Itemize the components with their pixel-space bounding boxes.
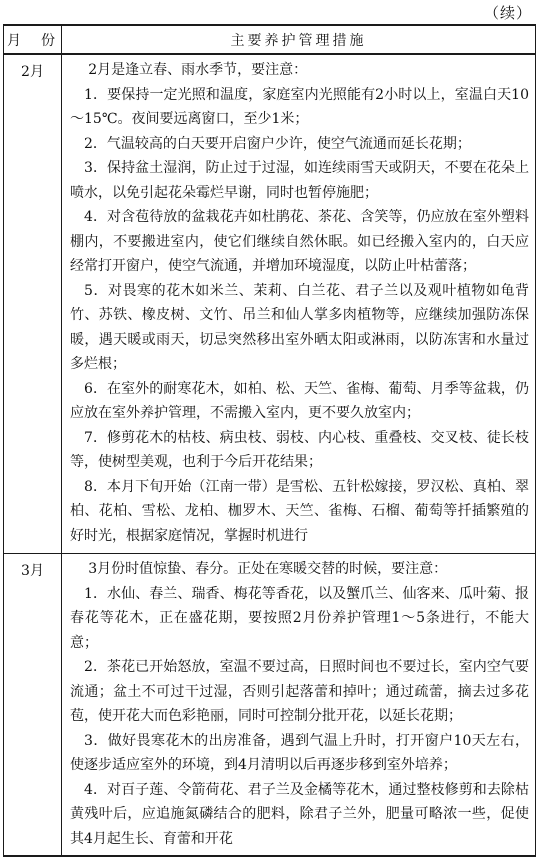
measure-item: 8．本月下旬开始（江南一带）是雪松、五针松嫁接，罗汉松、真柏、翠柏、花柏、雪松、龙柏、枷罗木、天竺、雀梅、石榴、葡萄等扦插繁殖的好时光，根据家庭情况，掌握时机进行 (70, 478, 529, 544)
measure-item: 2．茶花已开始怒放，室温不要过高，日照时间也不要过长，室内空气要流通；盆土不可过干过湿，否则引起落蕾和掉叶；通过疏蕾，摘去过多花苞，使开花大而色彩艳丽，同时可控制分批开花，以延长花期； (70, 659, 529, 724)
table-row-march (4, 554, 536, 857)
table-row-february (4, 54, 536, 554)
measures-cell (62, 554, 536, 857)
measure-item: 4．对百子莲、令箭荷花、君子兰及金橘等花木，通过整枝修剪和去除枯黄残叶后，应追施氮磷结合的肥料，除君子兰外，肥量可略浓一些，促使其4月起生长、育蕾和开花 (70, 781, 529, 847)
month-intro: 2月是逢立春、雨水季节，要注意： (88, 62, 308, 78)
measure-item: 3．保持盆土湿润，防止过于过湿，如连续雨雪天或阴天，不要在花朵上喷水，以免引起花朵霉烂早谢，同时也暂停施肥； (70, 160, 529, 201)
measure-item: 6．在室外的耐寒花木，如柏、松、天竺、雀梅、葡萄、月季等盆栽，仍应放在室外养护管理，不需搬入室内，更不要久放室内； (70, 380, 529, 421)
month-intro: 3月份时值惊蛰、春分。正处在寒暖交替的时候，要注意： (88, 561, 448, 577)
continued-mark: （续） (483, 4, 532, 22)
measure-item: 1．要保持一定光照和温度，家庭室内光照能有2小时以上，室温白天10～15℃。夜间要远离窗口，至少1米； (70, 86, 529, 127)
month-label: 3月 (4, 554, 62, 857)
month-column-header: 月 份 (4, 25, 62, 54)
measure-item: 1．水仙、春兰、瑞香、梅花等香花，以及蟹爪兰、仙客来、瓜叶菊、报春花等花木，正在盛花期，要按照2月份养护管理1～5条进行，不能大意； (70, 585, 529, 651)
measure-item: 2．气温较高的白天要开启窗户少许，使空气流通而延长花期； (84, 135, 471, 152)
measures-cell (62, 54, 536, 554)
table-header-row (4, 25, 536, 54)
measures-column-header: 主要养护管理措施 (62, 25, 536, 54)
measure-item: 5．对畏寒的花木如米兰、茉莉、白兰花、君子兰以及观叶植物如龟背竹、苏铁、橡皮树、文竹、吊兰和仙人掌多肉植物等，应继续加强防冻保暖，遇天暖或雨天，切忌突然移出室外晒太阳或淋雨，以防冻害和水量过多烂根； (70, 282, 529, 372)
care-schedule-table (3, 24, 536, 857)
measure-item: 3．做好畏寒花木的出房准备，遇到气温上升时，打开窗户10天左右，使逐步适应室外的环境，到4月清明以后再逐步移到室外培养； (70, 732, 529, 773)
measure-item: 7．修剪花木的枯枝、病虫枝、弱枝、内心枝、重叠枝、交叉枝、徒长枝等，使树型美观，也利于今后开花结果； (70, 429, 529, 470)
measure-item: 4．对含苞待放的盆栽花卉如杜鹃花、茶花、含笑等，仍应放在室外塑料棚内，不要搬进室内，使它们继续自然休眠。如已经搬入室内的，白天应经常打开窗户，使空气流通，并增加环境湿度，以防止叶枯蕾落； (70, 209, 529, 274)
month-label: 2月 (4, 54, 62, 554)
